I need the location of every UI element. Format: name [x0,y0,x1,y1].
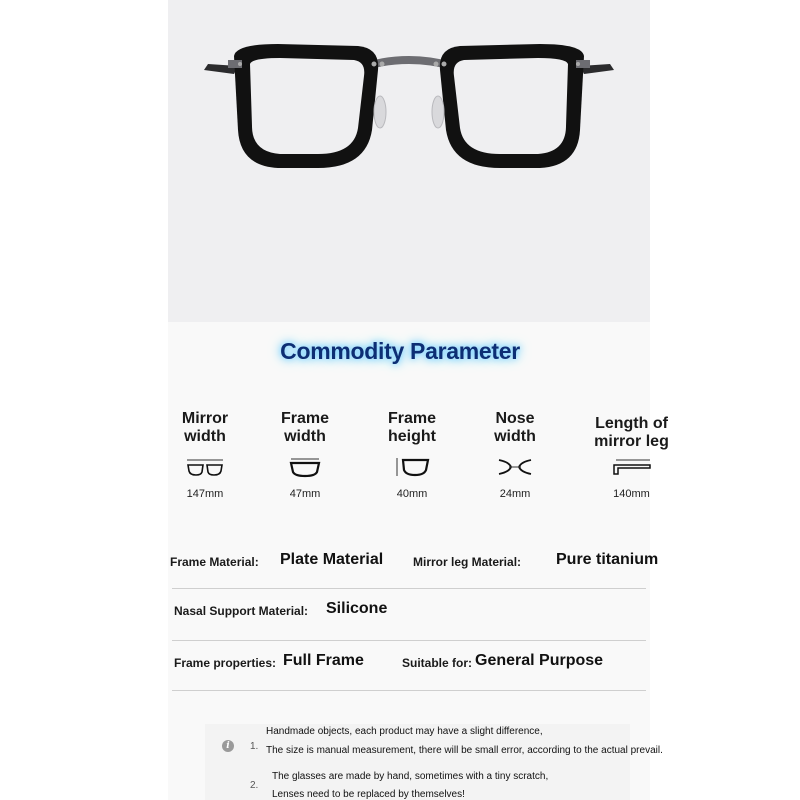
mirror-width-icon [150,456,260,478]
param-value: 147mm [186,488,224,500]
frame-material-value: Plate Material [280,551,384,568]
leg-length-icon [574,456,689,478]
param-value: 24mm [499,488,531,500]
param-nose-width [460,410,570,500]
divider [172,690,646,691]
param-label: Frame width [280,410,330,445]
note-number: 2. [250,780,259,791]
note-number: 1. [250,741,259,752]
nasal-support-label: Nasal Support Material: [174,604,309,618]
nose-width-icon [460,456,570,478]
glasses-image [168,0,650,322]
param-value: 47mm [289,488,321,500]
frame-height-icon [357,456,467,478]
info-icon: i [222,740,234,752]
nasal-support-value: Silicone [326,600,388,617]
frame-material-label: Frame Material: [170,555,259,569]
note-2-line-2: Lenses need to be replaced by themselves! [272,789,465,800]
section-title: Commodity Parameter [280,338,520,364]
divider [172,640,646,641]
product-photo [168,0,650,322]
right-lens [454,58,568,154]
note-2-line-1: The glasses are made by hand, sometimes with a tiny scratch, [272,771,549,782]
left-lens [250,58,364,154]
note-1-line-2: The size is manual measurement, there will be small error, according to the actual prevail. [266,745,663,756]
param-frame-width [250,410,360,500]
frame-properties-value: Full Frame [283,652,364,669]
param-label: Length of mirror leg [594,415,669,450]
param-label: Nose width [494,410,536,445]
param-label: Mirror width [181,410,229,445]
bridge [366,56,452,70]
frame-properties-label: Frame properties: [174,656,277,670]
suitable-for-label: Suitable for: [402,656,473,670]
param-value: 40mm [396,488,428,500]
divider [172,588,646,589]
param-mirror-width [150,410,260,500]
param-value: 140mm [613,488,650,500]
suitable-for-value: General Purpose [475,652,604,669]
param-label: Frame height [387,410,437,445]
param-frame-height [357,410,467,500]
param-leg-length [574,415,689,500]
frame-width-icon [250,456,360,478]
leg-material-label: Mirror leg Material: [413,555,522,569]
note-1-line-1: Handmade objects, each product may have a slight difference, [266,726,543,737]
leg-material-value: Pure titanium [556,551,659,568]
